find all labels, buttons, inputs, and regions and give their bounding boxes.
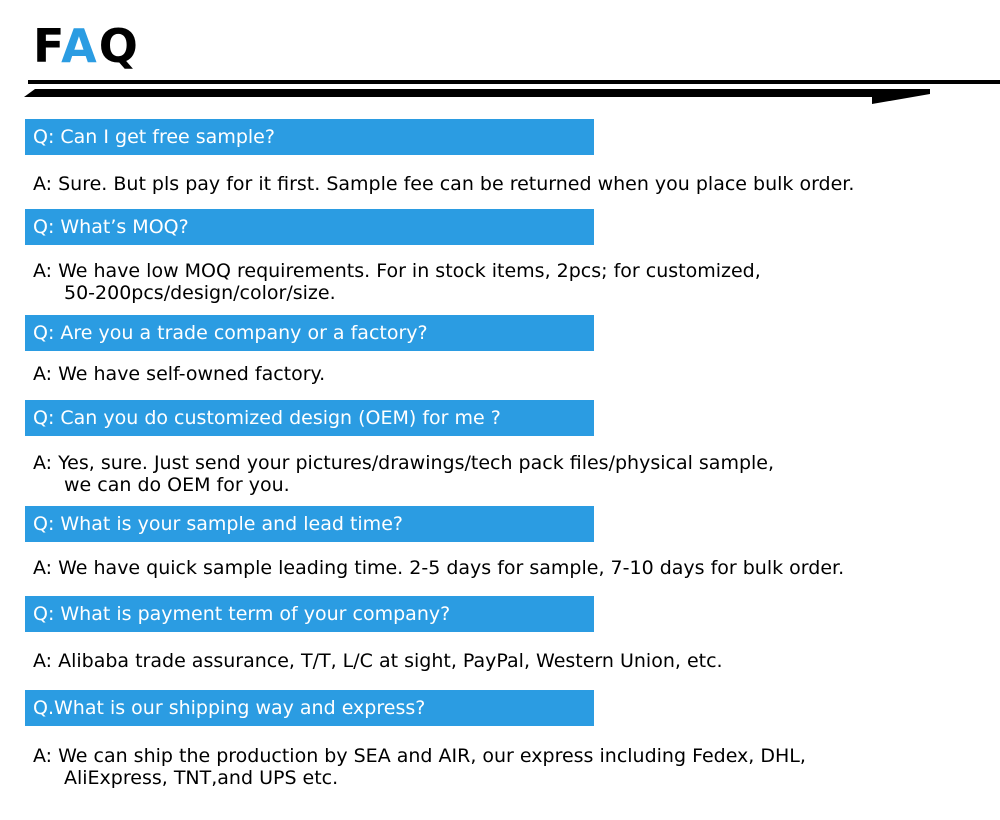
faq-answer-3-line-1: A: We have self-owned factory. xyxy=(33,363,326,385)
faq-answer-5 xyxy=(33,557,973,579)
faq-answer-3 xyxy=(33,363,973,385)
faq-answer-7-line-1: A: We can ship the production by SEA and AIR, our express including Fedex, DHL, xyxy=(33,745,806,767)
faq-question-4: Q: Can you do customized design (OEM) for me ? xyxy=(25,400,594,436)
divider-top-rule xyxy=(28,80,1000,84)
faq-answer-6-line-1: A: Alibaba trade assurance, T/T, L/C at sight, PayPal, Western Union, etc. xyxy=(33,650,723,672)
faq-answer-6 xyxy=(33,650,973,672)
faq-answer-7 xyxy=(33,745,973,789)
title-letter-q: Q xyxy=(98,19,140,73)
faq-question-5: Q: What is your sample and lead time? xyxy=(25,506,594,542)
faq-answer-4 xyxy=(33,452,973,496)
faq-answer-4-line-1: A: Yes, sure. Just send your pictures/drawings/tech pack files/physical sample, xyxy=(33,452,775,474)
faq-answer-2 xyxy=(33,260,973,304)
faq-answer-5-line-1: A: We have quick sample leading time. 2-5 days for sample, 7-10 days for bulk order. xyxy=(33,557,845,579)
title-letter-a: A xyxy=(61,19,99,73)
page-title xyxy=(33,18,140,74)
divider-bottom-arrow xyxy=(24,89,930,104)
faq-question-2: Q: What’s MOQ? xyxy=(25,209,594,245)
faq-answer-2-line-2: 50-200pcs/design/color/size. xyxy=(64,282,336,304)
faq-question-1: Q: Can I get free sample? xyxy=(25,119,594,155)
faq-answer-7-line-2: AliExpress, TNT,and UPS etc. xyxy=(64,767,339,789)
faq-answer-1-line-1: A: Sure. But pls pay for it first. Sample fee can be returned when you place bulk order. xyxy=(33,173,855,195)
title-divider xyxy=(0,76,1000,106)
faq-question-6: Q: What is payment term of your company? xyxy=(25,596,594,632)
faq-answer-2-line-1: A: We have low MOQ requirements. For in stock items, 2pcs; for customized, xyxy=(33,260,761,282)
faq-answer-1 xyxy=(33,173,973,195)
faq-question-7: Q.What is our shipping way and express? xyxy=(25,690,594,726)
faq-question-3: Q: Are you a trade company or a factory? xyxy=(25,315,594,351)
faq-answer-4-line-2: we can do OEM for you. xyxy=(64,474,290,496)
title-letter-f: F xyxy=(33,19,62,73)
